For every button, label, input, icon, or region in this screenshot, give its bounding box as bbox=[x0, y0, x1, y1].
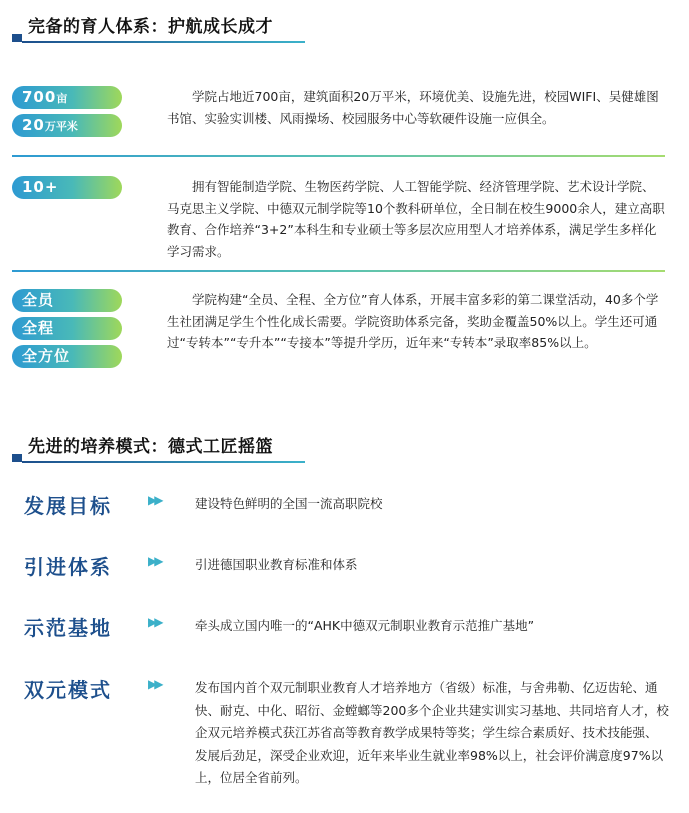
stat-pill-units: 10+ bbox=[12, 176, 122, 199]
section-header-training-model bbox=[12, 432, 299, 463]
row-separator bbox=[12, 270, 665, 272]
mode-label: 发展目标 bbox=[24, 494, 112, 518]
double-arrow-icon: ▶▶ bbox=[148, 554, 161, 568]
stat-pill-area: 700亩 bbox=[12, 86, 122, 109]
mode-description: 牵头成立国内唯一的“AHK中德双元制职业教育示范推广基地” bbox=[195, 618, 535, 633]
stat-pills bbox=[12, 86, 122, 142]
section-marker bbox=[12, 34, 22, 42]
mode-description: 建设特色鲜明的全国一流高职院校 bbox=[195, 496, 383, 511]
stat-pills bbox=[12, 289, 122, 373]
section-title: 完备的育人体系：护航成长成才 bbox=[28, 17, 273, 37]
stat-pill-building: 20万平米 bbox=[12, 114, 122, 137]
section-title: 先进的培养模式：德式工匠摇篮 bbox=[28, 437, 273, 457]
stat-pills bbox=[12, 176, 122, 204]
mode-label: 引进体系 bbox=[24, 555, 112, 579]
section-marker bbox=[12, 454, 22, 462]
stat-pill-all-staff: 全员 bbox=[12, 289, 122, 312]
stat-pill-all-round: 全方位 bbox=[12, 345, 122, 368]
row-description: 学院占地近700亩，建筑面积20万平米，环境优美、设施先进，校园WIFI、吴健雄图书馆、实验实训楼、风雨操场、校园服务中心等软硬件设施一应俱全。 bbox=[167, 89, 659, 126]
section-underline bbox=[22, 41, 299, 43]
mode-description: 引进德国职业教育标准和体系 bbox=[195, 557, 358, 572]
double-arrow-icon: ▶▶ bbox=[148, 677, 161, 691]
section-header-education-system bbox=[12, 12, 299, 43]
row-description: 学院构建“全员、全程、全方位”育人体系，开展丰富多彩的第二课堂活动，40多个学生社团满足学生个性化成长需要。学院资助体系完备，奖助金覆盖50%以上。学生还可通过“专转本”“专升本”“专接本”等提升学历，近年来“专转本”录取率85%以上。 bbox=[167, 292, 659, 350]
section-underline bbox=[22, 461, 299, 463]
stat-pill-all-process: 全程 bbox=[12, 317, 122, 340]
row-description: 拥有智能制造学院、生物医药学院、人工智能学院、经济管理学院、艺术设计学院、马克思主义学院、中德双元制学院等10个教科研单位，全日制在校生9000余人，建立高职教育、合作培养“3+2”本科生和专业硕士等多层次应用型人才培养体系，满足学生多样化学习需求。 bbox=[167, 179, 665, 259]
mode-label: 示范基地 bbox=[24, 616, 112, 640]
mode-description: 发布国内首个双元制职业教育人才培养地方（省级）标准，与舍弗勒、亿迈齿轮、通快、耐克、中化、昭衍、金螳螂等200多个企业共建实训实习基地、共同培育人才，校企双元培养模式获江苏省高等教育教学成果特等奖；学生综合素质好、技术技能强、发展后劲足，深受企业欢迎，近年来毕业生就业率98%以上，社会评价满意度97%以上，位居全省前列。 bbox=[195, 680, 669, 785]
mode-label: 双元模式 bbox=[24, 678, 112, 702]
row-separator bbox=[12, 155, 665, 157]
double-arrow-icon: ▶▶ bbox=[148, 615, 161, 629]
double-arrow-icon: ▶▶ bbox=[148, 493, 161, 507]
